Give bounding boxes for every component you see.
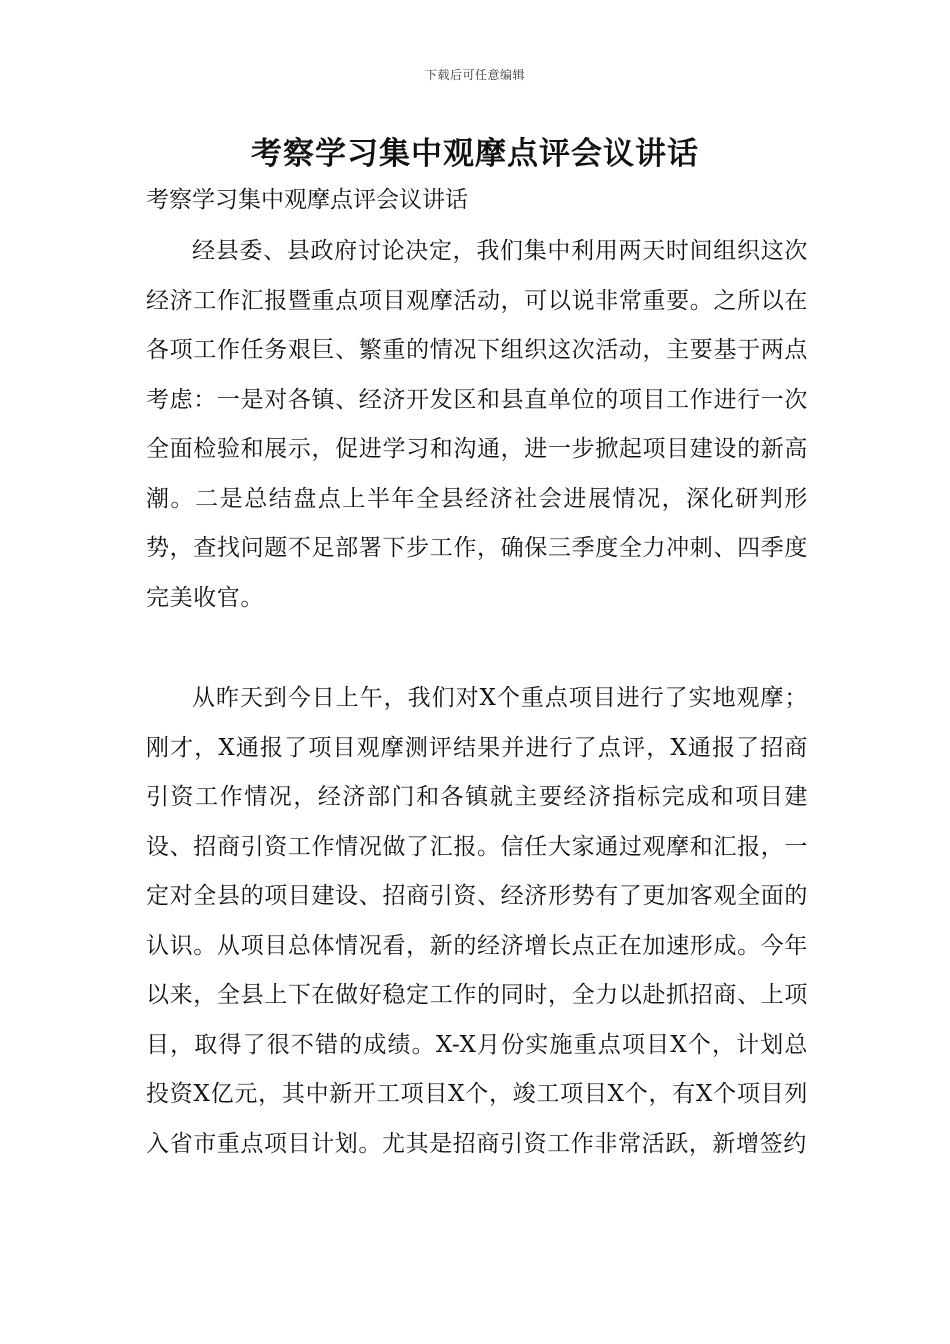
- body-paragraph: 经县委、县政府讨论决定，我们集中利用两天时间组织这次经济工作汇报暨重点项目观摩活动，可以说非常重要。之所以在各项工作任务艰巨、繁重的情况下组织这次活动，主要基于两点考虑：一是对各镇、经济开发区和县直单位的项目工作进行一次全面检验和展示，促进学习和沟通，进一步掀起项目建设的新高潮。二是总结盘点上半年全县经济社会进展情况，深化研判形势，查找问题不足部署下步工作，确保三季度全力冲刺、四季度完美收官。: [146, 238, 808, 611]
- body-paragraph: 从昨天到今日上午，我们对X个重点项目进行了实地观摩；刚才，X通报了项目观摩测评结果并进行了点评，X通报了招商引资工作情况，经济部门和各镇就主要经济指标完成和项目建设、招商引资工作情况做了汇报。信任大家通过观摩和汇报，一定对全县的项目建设、招商引资、经济形势有了更加客观全面的认识。从项目总体情况看，新的经济增长点正在加速形成。今年以来，全县上下在做好稳定工作的同时，全力以赴抓招商、上项目，取得了很不错的成绩。X-X月份实施重点项目X个，计划总投资X亿元，其中新开工项目X个，竣工项目X个，有X个项目列入省市重点项目计划。尤其是招商引资工作非常活跃，新增签约: [146, 685, 808, 1157]
- document-subtitle: 考察学习集中观摩点评会议讲话: [146, 187, 468, 213]
- header-note: 下载后可任意编辑: [424, 68, 525, 82]
- document-title: 考察学习集中观摩点评会议讲话: [251, 136, 699, 172]
